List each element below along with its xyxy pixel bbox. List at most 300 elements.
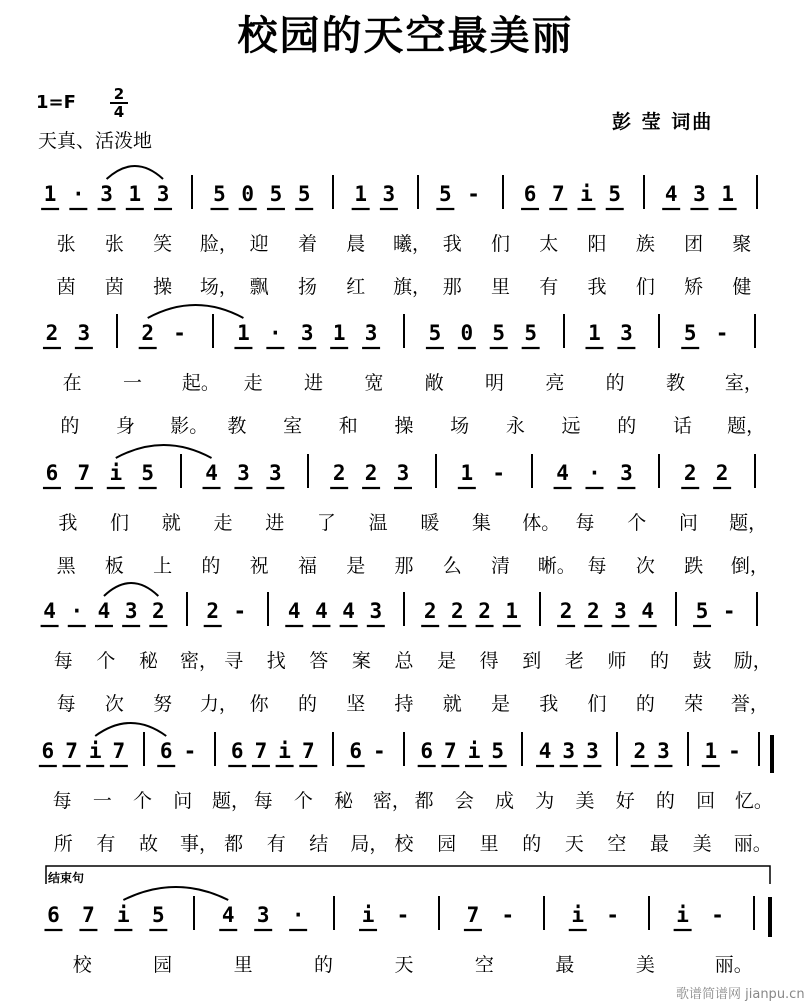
note: 2 [586,599,600,623]
note: 3 [620,461,633,485]
barline [643,175,645,209]
lyric-syllable: 每 [587,555,607,577]
lyric-syllable: 最 [555,954,575,976]
lyric-syllable: 族 [635,233,655,255]
note: 6 [47,903,60,927]
barline [435,454,437,488]
lyric-syllable: 的 [605,372,625,394]
lyric-syllable: 结 [309,833,329,855]
note: 3 [562,739,576,763]
lyric-syllable: 走 [213,512,233,534]
lyric-syllable: 教 [665,372,685,394]
note: i [88,739,102,763]
note: 0 [241,182,255,206]
barline [675,592,677,626]
lyric-syllable: 身 [116,415,136,437]
slur [95,723,166,736]
lyric-syllable: 美 [635,954,655,976]
note: 7 [77,461,91,485]
note: 2 [451,599,464,623]
slur [116,445,212,458]
lyric-syllable: 为 [535,790,555,812]
note: i [278,739,291,763]
barline [307,454,309,488]
lyric-syllable: 最 [650,833,670,855]
lyric-syllable: 有 [266,833,286,855]
lyric-syllable: 每 [56,693,76,715]
lyric-syllable: 密， [372,790,411,812]
lyric-syllable: 园 [437,833,457,855]
note: 5 [213,182,226,206]
lyric-syllable: 持 [394,693,414,715]
lyric-syllable: 扬 [297,276,317,298]
lyric-syllable: 荣 [684,693,704,715]
barline [403,732,405,766]
lyric-syllable: 聚 [732,233,752,255]
lyric-syllable: 祝 [249,555,269,577]
note: 2 [478,599,491,623]
lyric-syllable: 个 [293,790,313,812]
lyric-syllable: 的 [635,693,655,715]
lyric-syllable: 次 [104,693,124,715]
barline [758,732,760,766]
lyric-syllable: 一 [92,790,112,812]
lyric-syllable: 敞 [424,372,444,394]
lyric-syllable: 的 [522,833,542,855]
lyric-syllable: 操 [153,276,173,298]
barline [616,732,618,766]
note: 3 [237,461,250,485]
lyric-syllable: 们 [110,512,130,534]
note: 7 [82,903,95,927]
lyric-syllable: 题， [212,790,251,812]
note: 6 [41,739,55,763]
tempo-marking: 天真、活泼地 [38,130,153,152]
lyric-syllable: 是 [437,650,457,672]
note: 5 [524,321,537,345]
note: 5 [141,461,155,485]
note: i [117,903,130,927]
note: i [109,461,123,485]
note: 5 [439,182,452,206]
note: 4 [538,739,552,763]
composer-credit: 彭 莹 词曲 [612,111,714,133]
note: i [571,903,585,927]
lyric-syllable: 得 [479,650,499,672]
lyric-syllable: 都 [224,833,244,855]
note: 2 [45,321,59,345]
lyric-syllable: 问 [678,512,698,534]
lyric-syllable: 我 [442,233,462,255]
note: 4 [556,461,569,485]
lyric-syllable: 那 [394,555,414,577]
lyric-syllable: 老 [564,650,584,672]
lyric-syllable: 事， [180,833,219,855]
note: 5 [297,182,311,206]
lyric-syllable: 的 [201,555,221,577]
lyric-syllable: 题， [729,512,768,534]
lyric-syllable: 着 [297,233,317,255]
note: 3 [369,599,383,623]
lyric-syllable: 上 [153,555,173,577]
barline [212,314,214,348]
lyric-syllable: 永 [505,415,525,437]
lyric-syllable: 每 [253,790,273,812]
dot-mark: · [588,461,601,485]
lyric-syllable: 题， [727,415,766,437]
note: 3 [382,182,396,206]
lyric-syllable: 秘 [138,650,158,672]
lyric-syllable: 进 [303,372,323,394]
note: 3 [124,599,138,623]
lyric-syllable: 板 [104,555,124,577]
barline [539,592,541,626]
lyric-syllable: 健 [732,276,752,298]
lyric-syllable: 誉， [730,693,769,715]
barline [267,592,269,626]
note: 3 [620,321,633,345]
barline [753,896,755,930]
note: 2 [141,321,155,345]
lyric-syllable: 你 [249,693,269,715]
dash-extension: - [715,321,729,345]
dash-extension: - [467,182,480,206]
lyric-syllable: 找 [266,650,286,672]
note: 4 [43,599,56,623]
dot-mark: · [72,182,85,206]
lyric-syllable: 里 [491,276,511,298]
lyric-syllable: 会 [454,790,474,812]
lyric-syllable: 场， [199,276,238,298]
dash-extension: - [606,903,620,927]
lyric-syllable: 团 [684,233,704,255]
barline [756,175,758,209]
lyric-syllable: 福 [297,555,317,577]
note: 6 [45,461,59,485]
dot-mark: · [70,599,84,623]
barline [658,314,660,348]
lyric-syllable: 园 [153,954,173,976]
ending-bracket [46,866,770,884]
lyric-syllable: 总 [394,650,414,672]
note: 6 [230,739,244,763]
note: 5 [152,903,165,927]
key-signature: 1=F [36,92,76,113]
barline [754,314,756,348]
note: 2 [715,461,729,485]
lyric-syllable: 红 [346,276,366,298]
note: 1 [237,321,250,345]
note: 2 [423,599,437,623]
lyric-syllable: 就 [442,693,462,715]
lyric-syllable: 宽 [364,372,384,394]
lyric-syllable: 每 [575,512,595,534]
lyric-syllable: 里 [233,954,253,976]
lyric-syllable: 每 [52,790,72,812]
dash-extension: - [722,599,736,623]
barline [687,732,689,766]
note: 4 [315,599,328,623]
note: 3 [586,739,599,763]
barline [186,592,188,626]
dash-extension: - [233,599,247,623]
lyric-syllable: 远 [561,415,581,437]
lyric-syllable: 黑 [56,555,76,577]
lyric-syllable: 温 [368,512,388,534]
note: 5 [492,321,506,345]
lyric-syllable: 操 [394,415,414,437]
lyric-syllable: 室， [724,372,763,394]
note: 4 [205,461,218,485]
lyric-syllable: 室 [283,415,303,437]
lyric-syllable: 倒， [730,555,769,577]
note: 5 [608,182,622,206]
lyric-syllable: 校 [72,954,92,976]
lyric-syllable: 是 [491,693,511,715]
barline [531,454,533,488]
time-signature-denominator: 4 [113,103,125,121]
lyric-syllable: 我 [539,693,559,715]
note: 4 [287,599,301,623]
lyric-syllable: 亮 [545,372,565,394]
lyric-syllable: 晨 [346,233,366,255]
lyric-syllable: 校 [394,833,414,855]
note: 1 [354,182,367,206]
note: 6 [420,739,433,763]
lyric-syllable: 和 [338,415,358,437]
dash-extension: - [728,739,741,763]
lyric-syllable: 故 [138,833,158,855]
barline [543,896,545,930]
note: 1 [588,321,601,345]
lyric-syllable: 曦， [393,233,432,255]
lyric-syllable: 我 [587,276,607,298]
note: 1 [332,321,346,345]
lyric-syllable: 一 [122,372,142,394]
note: 6 [349,739,362,763]
lyric-syllable: 矫 [684,276,704,298]
lyric-syllable: 话 [672,415,692,437]
note: 1 [704,739,718,763]
lyric-syllable: 有 [539,276,559,298]
note: 7 [65,739,78,763]
lyric-syllable: 到 [522,650,542,672]
note: 6 [159,739,173,763]
slur [148,305,244,318]
lyric-syllable: 密， [180,650,219,672]
dash-extension: - [501,903,515,927]
note: 3 [300,321,314,345]
lyric-syllable: 晰。 [537,555,576,577]
lyric-syllable: 场 [450,415,470,437]
slur [123,887,228,900]
barline [143,732,145,766]
lyric-syllable: 次 [635,555,655,577]
barline [754,454,756,488]
lyric-syllable: 走 [243,372,263,394]
lyric-syllable: 空 [474,954,494,976]
note: 7 [254,739,268,763]
dash-extension: - [396,903,410,927]
note: 4 [641,599,654,623]
lyric-syllable: 所 [53,833,73,855]
lyric-syllable: 答 [309,650,329,672]
note: 3 [269,461,282,485]
lyric-syllable: 都 [414,790,434,812]
barline [658,454,660,488]
lyric-syllable: 起。 [181,372,220,394]
lyric-syllable: 师 [607,650,627,672]
lyric-syllable: 有 [96,833,116,855]
barline [438,896,440,930]
barline [116,314,118,348]
note: 3 [156,182,170,206]
dash-extension: - [183,739,197,763]
lyric-syllable: 美 [575,790,595,812]
note: 7 [466,903,480,927]
dash-extension: - [711,903,724,927]
note: 4 [97,599,111,623]
lyric-syllable: 努 [153,693,173,715]
dash-extension: - [372,739,386,763]
note: 2 [364,461,378,485]
note: 2 [559,599,573,623]
lyric-syllable: 局， [350,833,389,855]
lyric-syllable: 的 [617,415,637,437]
lyric-syllable: 丽。 [714,954,753,976]
barline [332,175,334,209]
lyric-syllable: 问 [173,790,193,812]
note: 5 [428,321,442,345]
lyric-syllable: 张 [104,233,124,255]
lyric-syllable: 暖 [420,512,440,534]
note: 1 [128,182,142,206]
lyric-syllable: 天 [564,833,584,855]
note: 2 [152,599,165,623]
note: 3 [657,739,670,763]
note: 2 [332,461,346,485]
note: 3 [77,321,91,345]
lyric-syllable: 天 [394,954,414,976]
lyric-syllable: 回 [696,790,716,812]
lyric-syllable: 影。 [170,415,209,437]
note: i [676,903,689,927]
lyric-syllable: 的 [655,790,675,812]
note: 1 [43,182,57,206]
lyric-syllable: 坚 [346,693,366,715]
lyric-syllable: 成 [495,790,515,812]
lyric-syllable: 的 [650,650,670,672]
ending-label: 结束句 [48,871,85,885]
time-signature-numerator: 2 [110,86,128,104]
lyric-syllable: 张 [56,233,76,255]
lyric-syllable: 的 [297,693,317,715]
note: 7 [551,182,565,206]
lyric-syllable: 么 [442,555,462,577]
dot-mark: · [291,903,305,927]
dash-extension: - [173,321,186,345]
lyric-syllable: 集 [472,512,492,534]
lyric-syllable: 飘 [249,276,269,298]
lyric-syllable: 阳 [587,233,607,255]
dash-extension: - [492,461,506,485]
lyric-syllable: 励， [733,650,772,672]
note: 3 [100,182,113,206]
lyric-syllable: 个 [133,790,153,812]
lyric-syllable: 每 [53,650,73,672]
slur [107,166,163,179]
lyric-syllable: 个 [627,512,647,534]
lyric-syllable: 鼓 [692,650,712,672]
lyric-syllable: 明 [484,372,504,394]
lyric-syllable: 力， [199,693,238,715]
note: 3 [396,461,410,485]
note: i [467,739,481,763]
lyric-syllable: 是 [346,555,366,577]
lyric-syllable: 进 [265,512,285,534]
note: i [361,903,375,927]
lyric-syllable: 旗， [393,276,432,298]
lyric-syllable: 笑 [153,233,173,255]
barline [333,896,335,930]
barline [756,592,758,626]
barline [648,896,650,930]
lyric-syllable: 教 [227,415,247,437]
note: 5 [683,321,697,345]
barline [193,896,195,930]
note: 3 [364,321,378,345]
lyric-syllable: 空 [607,833,627,855]
slur [104,583,158,596]
lyric-syllable: 丽。 [733,833,772,855]
note: 6 [523,182,537,206]
note: 5 [491,739,505,763]
note: 7 [444,739,457,763]
barline [563,314,565,348]
lyric-syllable: 那 [442,276,462,298]
lyric-syllable: 体。 [522,512,561,534]
barline [332,732,334,766]
note: 5 [695,599,709,623]
lyric-syllable: 在 [62,372,82,394]
note: 4 [342,599,355,623]
lyric-syllable: 秘 [334,790,354,812]
note: 7 [112,739,126,763]
note: 5 [269,182,283,206]
lyric-syllable: 美 [692,833,712,855]
note: 1 [505,599,519,623]
time-signature [110,86,128,120]
lyric-syllable: 个 [96,650,116,672]
note: 0 [460,321,474,345]
lyric-syllable: 跌 [684,555,704,577]
lyric-syllable: 的 [60,415,80,437]
barline [214,732,216,766]
note: 2 [206,599,220,623]
song-title: 校园的天空最美丽 [237,13,574,59]
note: 4 [221,903,235,927]
lyric-syllable: 我 [58,512,78,534]
lyric-syllable: 忆。 [734,790,773,812]
note: 3 [614,599,627,623]
barline [403,592,405,626]
lyric-syllable: 太 [539,233,559,255]
dot-mark: · [269,321,282,345]
note: 2 [683,461,697,485]
barline [180,454,182,488]
note: 7 [301,739,315,763]
lyric-syllable: 就 [161,512,181,534]
